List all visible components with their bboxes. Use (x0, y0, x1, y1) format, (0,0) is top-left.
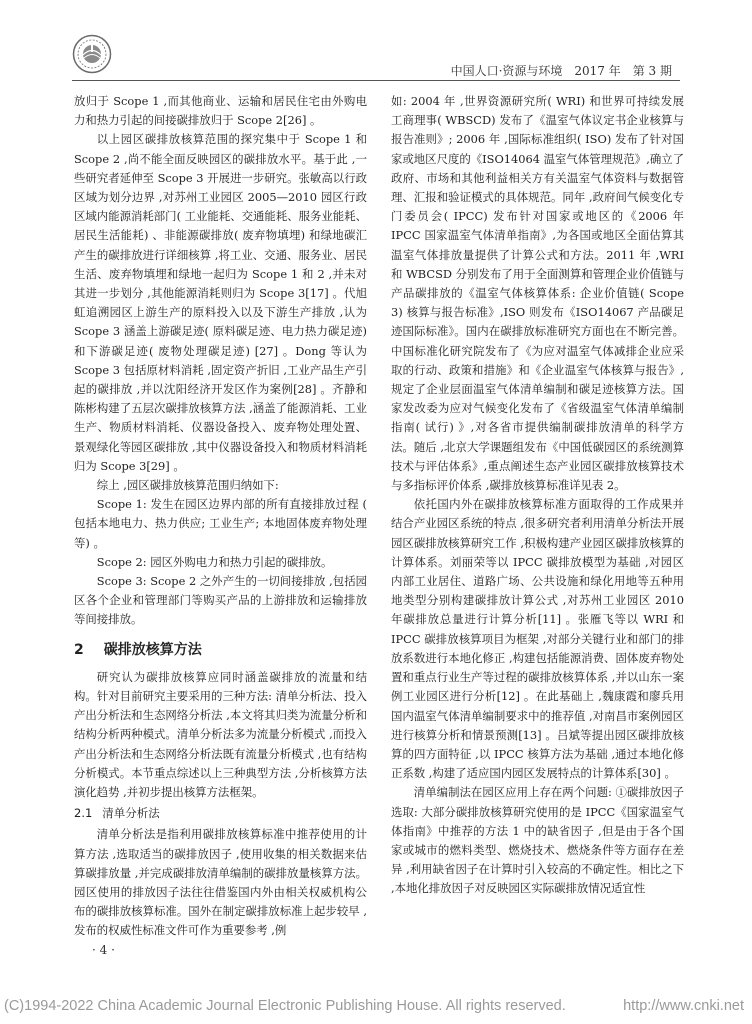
paragraph: 清单分析法是指利用碳排放核算标准中推荐使用的计算方法 ,选取适当的碳排放因子 ,使用收集的相关数据来估算碳排放量 ,并完成碳排放清单编制的碳排放量核算方法。园区使用的排放因子法往往借鉴国内外由相关权威机构公布的碳排放核算标准。国外在制定碳排放标准上起步较早 ,发布的权威性标准文件可作为重要参考 ,例 (74, 827, 367, 938)
left-column (74, 92, 367, 941)
paragraph: 清单编制法在园区应用上存在两个问题: ①碳排放因子选取: 大部分碳排放核算研究使用的是 IPCC《国家温室气体指南》中推荐的方法 1 中的缺省因子 ,但是由于各个国家或城市的燃料类型、燃烧技术、燃烧条件等方面存在差异 ,利用缺省因子在计算时引入较高的不确定性。相比之下 ,本地化排放因子对反映园区实际碳排放情况适宜性 (391, 785, 684, 896)
copyright-text: (C)1994-2022 China Academic Journal Electronic Publishing House. All rights reserved. (4, 998, 566, 1014)
section-title: 碳排放核算方法 (103, 641, 202, 658)
section-heading (74, 640, 367, 660)
paragraph: 放归于 Scope 1 ,而其他商业、运输和居民住宅由外购电力和热力引起的间接碳排放归于 Scope 2[26] 。 (74, 94, 367, 128)
paragraph: Scope 2: 园区外购电力和热力引起的碳排放。 (96, 554, 333, 569)
subsection-title: 清单分析法 (102, 806, 160, 821)
right-column (391, 92, 684, 899)
paragraph: Scope 1: 发生在园区边界内部的所有直接排放过程 ( 包括本地电力、热力供应; 工业生产; 本地固体废弃物处理等) 。 (74, 497, 367, 550)
journal-title: 中国人口·资源与环境 2017 年 第 3 期 (450, 64, 672, 78)
paragraph: 综上 ,园区碳排放核算范围归纳如下: (96, 478, 279, 493)
paragraph: 研究认为碳排放核算应同时涵盖碳排放的流量和结构。针对目前研究主要采用的三种方法: 清单分析法、投入产出分析法和生态网络分析法 ,本文将其归类为流量分析和结构分析两种模式。清单分析法多为流量分析模式 ,而投入产出分析法和生态网络分析法既有流量分析模式 ,也有结构分析模式。本节重点综述以上三种典型方法 ,分析核算方法演化趋势 ,并初步提出核算方法框架。 (74, 669, 367, 799)
paragraph: 依托国内外在碳排放核算标准方面取得的工作成果并结合产业园区系统的特点 ,很多研究者利用清单分析法开展园区碳排放核算研究工作 ,积极构建产业园区碳排放核算的计算体系。刘丽荣等以 IPCC 碳排放模型为基础 ,对园区内部工业居住、道路广场、公共设施和绿化用地等五种用地类型分别构建碳排放计算公式 ,对苏州工业园区 2010 年碳排放总量进行计算分析[11] 。张雁飞等以 WRI 和 IPCC 碳排放核算项目为框架 ,对部分关键行业和部门的排放系数进行本地化修正 ,构建包括能源消费、固体废弃物处置和重点行业生产等过程的碳排放核算体系 ,并以山东一案例工业园区进行分析[12] 。在此基础上 ,魏康霞和廖兵用国内温室气体清单编制要求中的推荐值 ,对南昌市案例园区进行核算分析和情景预测[13] 。吕斌等提出园区碳排放核算的四方面特征 ,以 IPCC 核算方法为基础 ,通过本地化修正系数 ,构建了适应国内园区发展特点的计算体系[30] 。 (391, 497, 684, 781)
paragraph: Scope 3: Scope 2 之外产生的一切间接排放 ,包括园区各个企业和管理部门等购买产品的上游排放和运输排放等间接排放。 (74, 574, 367, 627)
footer-url[interactable]: http://www.cnki.net (623, 998, 744, 1014)
subsection-number: 2.1 (74, 806, 93, 821)
page-header (0, 0, 752, 96)
journal-emblem-icon (72, 34, 112, 74)
paragraph: 以上园区碳排放核算范围的探究集中于 Scope 1 和 Scope 2 ,尚不能全面反映园区的碳排放水平。基于此 ,一些研究者延伸至 Scope 3 开展进一步研究。张敏高以行政区域为划分边界 ,对苏州工业园区 2005—2010 园区行政区域内能源消耗部门( 工业能耗、交通能耗、服务业能耗、居民生活能耗) 、非能源碳排放( 废弃物填埋) 和绿地碳汇产生的碳排放进行详细核算 ,将工业、交通、服务业、居民生活、废弃物填埋和绿地一起归为 Scope 1 和 2 ,并未对其进一步划分 ,其他能源消耗则归为 Scope 3[17] 。代旭虹追溯园区上游生产的原料投入以及下游生产排放 ,认为 Scope 3 涵盖上游碳足迹( 原料碳足迹、电力热力碳足迹) 和下游碳足迹( 废物处理碳足迹) [27] 。Dong 等认为 Scope 3 包括原材料消耗 ,固定资产折旧 ,工业产品生产引起的碳排放 ,并以沈阳经济开发区作为案例[28] 。齐静和陈彬构建了五层次碳排放核算方法 ,涵盖了能源消耗、工业生产、物质材料消耗、仪器设备投入、废弃物处理处置、景观绿化等园区碳排放 ,其中仪器设备投入和物质材料消耗归为 Scope 3[29] 。 (74, 132, 367, 473)
header-rule (72, 80, 680, 81)
page-number: · 4 · (92, 943, 115, 957)
copyright-footer (4, 998, 748, 1014)
subsection-heading (74, 804, 367, 823)
paragraph: 如: 2004 年 ,世界资源研究所( WRI) 和世界可持续发展工商理事( WBSCD) 发布了《温室气体议定书企业核算与报告准则》; 2006 年 ,国际标准组织( ISO) 发布了针对国家或地区尺度的《ISO14064 温室气体管理规范》,确立了政府、市场和其他利益相关方有关温室气体资料与数据管理、汇报和验证模式的具体规范。同年 ,政府间气候变化专门委员会( IPCC) 发布针对国家或地区的《2006 年 IPCC 国家温室气体清单指南》,为各国或地区全面估算其温室气体排放量提供了计算公式和方法。2011 年 ,WRI 和 WBCSD 分别发布了用于全面测算和管理企业价值链与产品碳排放的《温室气体核算体系: 企业价值链( Scope 3) 核算与报告标准》,ISO 则发布《ISO14067 产品碳足迹国际标准》。国内在碳排放标准研究方面也在不断完善。中国标准化研究院发布了《为应对温室气体减排企业应采取的行动、政策和措施》和《企业温室气体核算与报告》,规定了企业层面温室气体清单编制和碳足迹核算方法。国家发改委为应对气候变化发布了《省级温室气体清单编制指南( 试行) 》,对各省市提供编制碳排放清单的科学方法。随后 ,北京大学课题组发布《中国低碳园区的系统测算技术与评估体系》,重点阐述生态产业园区碳排放核算技术与多指标评价体系 ,碳排放核算标准详见表 2。 (391, 94, 684, 493)
section-number: 2 (74, 641, 84, 658)
